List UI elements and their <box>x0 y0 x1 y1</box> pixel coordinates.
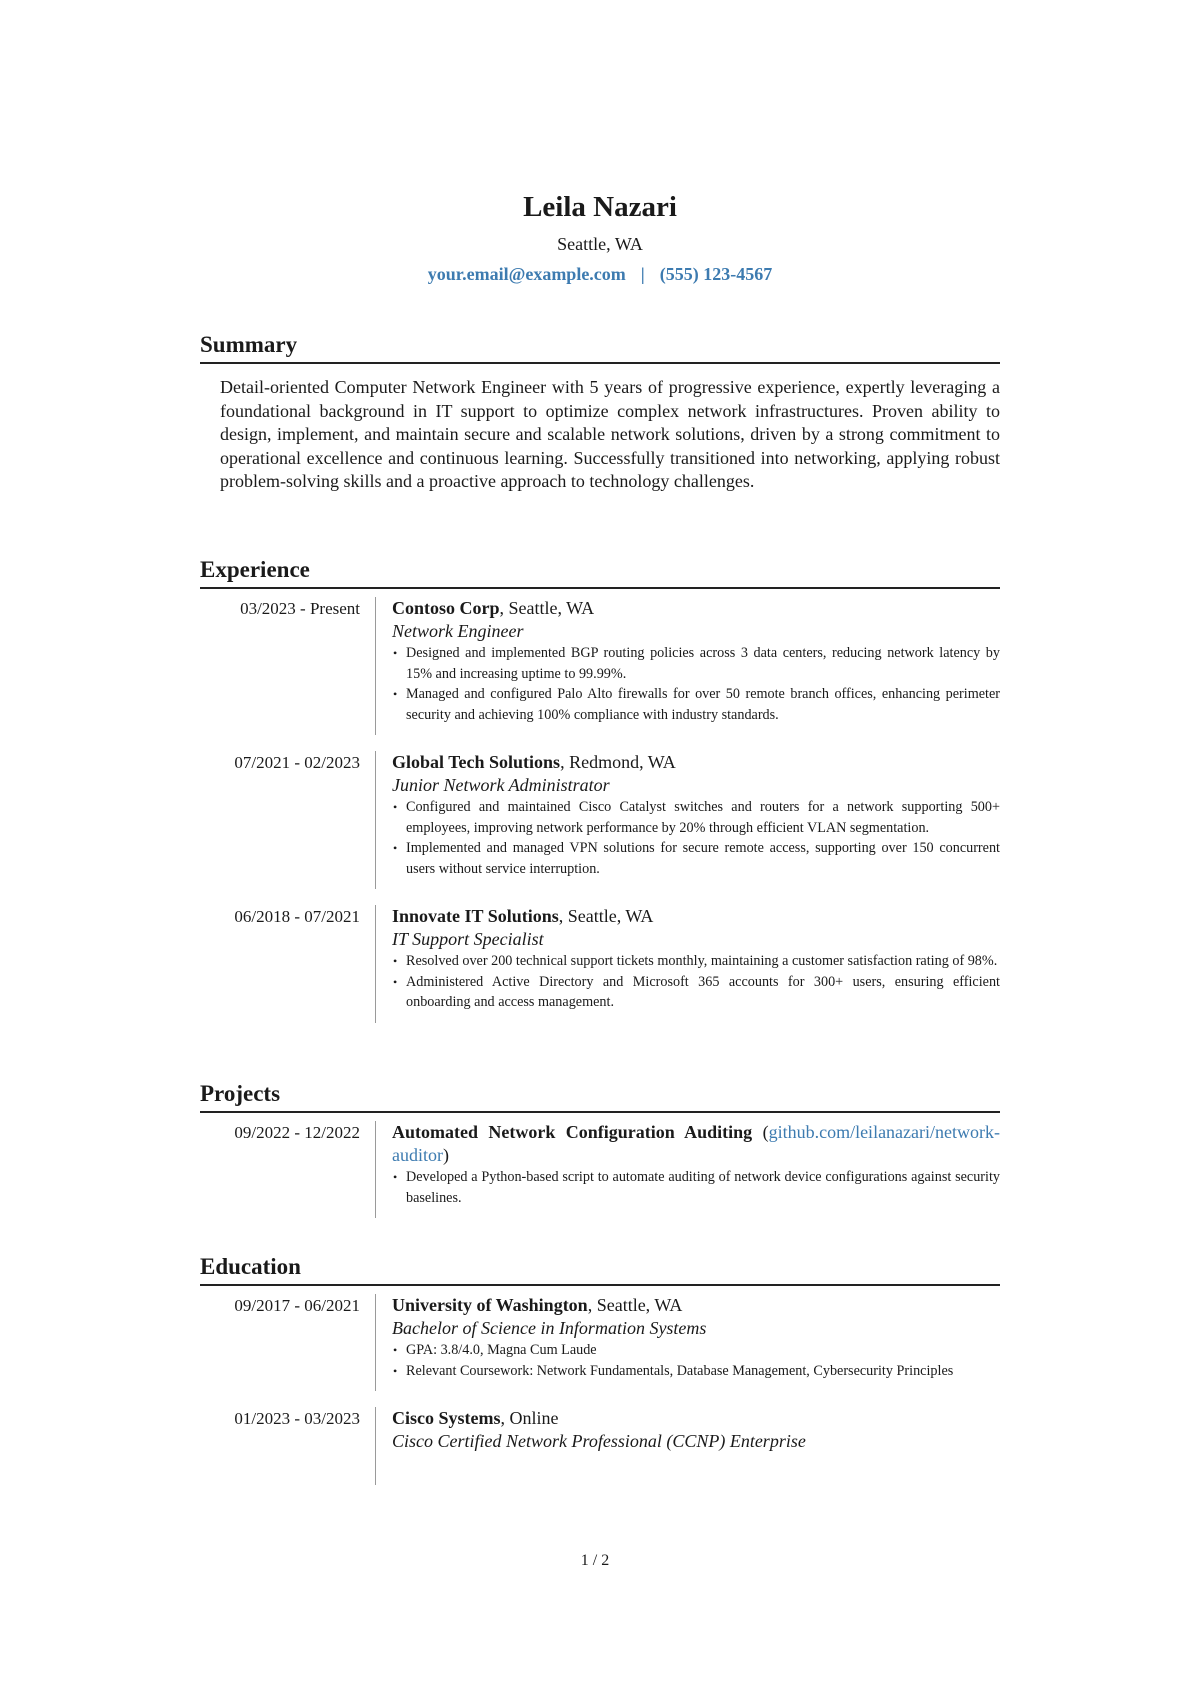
projects-section <box>200 1079 1000 1218</box>
phone-link[interactable]: (555) 123-4567 <box>659 264 773 284</box>
candidate-name: Leila Nazari <box>523 191 677 223</box>
bullet-item: • GPA: 3.8/4.0, Magna Cum Laude <box>392 1340 1000 1361</box>
entry-role: Network Engineer <box>392 621 524 641</box>
entry-role: Bachelor of Science in Information Systems <box>392 1318 707 1338</box>
section-title-education: Education <box>200 1252 1000 1286</box>
entry-org: Contoso Corp <box>392 598 500 618</box>
entry-org: University of Washington <box>392 1295 588 1315</box>
contact-line <box>200 261 1000 287</box>
bullet-item: • Implemented and managed VPN solutions for secure remote access, supporting over 150 concurrent users without service interruption. <box>392 838 1000 879</box>
project-link[interactable]: github.com/leilanazari/network-auditor <box>392 1122 1000 1165</box>
section-title-experience: Experience <box>200 555 1000 589</box>
candidate-location: Seattle, WA <box>557 234 643 254</box>
entry-location: , Redmond, WA <box>560 752 676 772</box>
email-link[interactable]: your.email@example.com <box>427 264 626 284</box>
entry-body <box>376 597 1000 735</box>
entry-bullets <box>392 797 1000 879</box>
education-entry <box>200 1407 1000 1485</box>
section-title-projects: Projects <box>200 1079 1000 1113</box>
entry-org: Global Tech Solutions <box>392 752 561 772</box>
entry-location: , Seattle, WA <box>587 1295 683 1315</box>
bullet-item: • Relevant Coursework: Network Fundamentals, Database Management, Cybersecurity Principles <box>392 1361 1000 1382</box>
entry-bullets <box>392 1340 1000 1381</box>
summary-section <box>200 330 1000 494</box>
page-number: 1 / 2 <box>580 1552 610 1569</box>
paren-close: ) <box>443 1145 449 1165</box>
paren-open: ( <box>752 1122 769 1142</box>
entry-heading <box>392 1294 1000 1317</box>
entry-date: 06/2018 - 07/2021 <box>200 905 376 1023</box>
entry-body <box>376 1121 1000 1218</box>
resume-header <box>200 189 1000 287</box>
experience-entry <box>200 597 1000 735</box>
bullet-item: • Configured and maintained Cisco Catalyst switches and routers for a network supporting 500+ employees, improving network performance by 20% through efficient VLAN segmentation. <box>392 797 1000 838</box>
entry-location: , Seattle, WA <box>558 906 654 926</box>
entry-date: 01/2023 - 03/2023 <box>200 1407 376 1485</box>
entry-date: 07/2021 - 02/2023 <box>200 751 376 889</box>
entry-heading <box>392 905 1000 928</box>
entry-org: Cisco Systems <box>392 1408 501 1428</box>
entry-date: 09/2022 - 12/2022 <box>200 1121 376 1218</box>
entry-bullets <box>392 1167 1000 1208</box>
experience-entry <box>200 751 1000 889</box>
entry-date: 03/2023 - Present <box>200 597 376 735</box>
entry-date: 09/2017 - 06/2021 <box>200 1294 376 1391</box>
contact-separator: | <box>640 264 645 284</box>
education-section <box>200 1252 1000 1485</box>
experience-entry <box>200 905 1000 1023</box>
section-title-summary: Summary <box>200 330 1000 364</box>
entry-heading <box>392 751 1000 774</box>
entry-role: IT Support Specialist <box>392 929 544 949</box>
bullet-item: • Designed and implemented BGP routing policies across 3 data centers, reducing network latency by 15% and increasing uptime to 99.99%. <box>392 643 1000 684</box>
entry-bullets <box>392 643 1000 725</box>
entry-body <box>376 751 1000 889</box>
project-name: Automated Network Configuration Auditing <box>392 1122 753 1142</box>
entry-heading <box>392 1121 1000 1167</box>
entry-heading <box>392 597 1000 620</box>
entry-bullets <box>392 951 1000 1013</box>
bullet-item: • Developed a Python-based script to automate auditing of network device configurations against security baselines. <box>392 1167 1000 1208</box>
experience-section <box>200 555 1000 1023</box>
entry-location: , Seattle, WA <box>499 598 595 618</box>
summary-text: Detail-oriented Computer Network Engineer with 5 years of progressive experience, expertly leveraging a foundational background in IT support to optimize complex network infrastructures. Proven ability to design, implement, and maintain secure and scalable network solutions, driven by a strong commitment to operational excellence and continuous learning. Successfully transitioned into networking, applying robust problem-solving skills and a proactive approach to technology challenges. <box>220 377 1000 491</box>
bullet-item: • Resolved over 200 technical support tickets monthly, maintaining a customer satisfaction rating of 98%. <box>392 951 1000 972</box>
entry-role: Junior Network Administrator <box>392 775 610 795</box>
bullet-item: • Administered Active Directory and Microsoft 365 accounts for 300+ users, ensuring efficient onboarding and access management. <box>392 972 1000 1013</box>
entry-body <box>376 1294 1000 1391</box>
education-entry <box>200 1294 1000 1391</box>
resume-page <box>200 0 1000 1451</box>
entry-role: Cisco Certified Network Professional (CCNP) Enterprise <box>392 1431 806 1451</box>
entry-heading <box>392 1407 1000 1430</box>
bullet-item: • Managed and configured Palo Alto firewalls for over 50 remote branch offices, enhancing perimeter security and achieving 100% compliance with industry standards. <box>392 684 1000 725</box>
project-entry <box>200 1121 1000 1218</box>
entry-location: , Online <box>500 1408 559 1428</box>
entry-org: Innovate IT Solutions <box>392 906 559 926</box>
entry-body <box>376 905 1000 1023</box>
entry-body <box>376 1407 1000 1485</box>
